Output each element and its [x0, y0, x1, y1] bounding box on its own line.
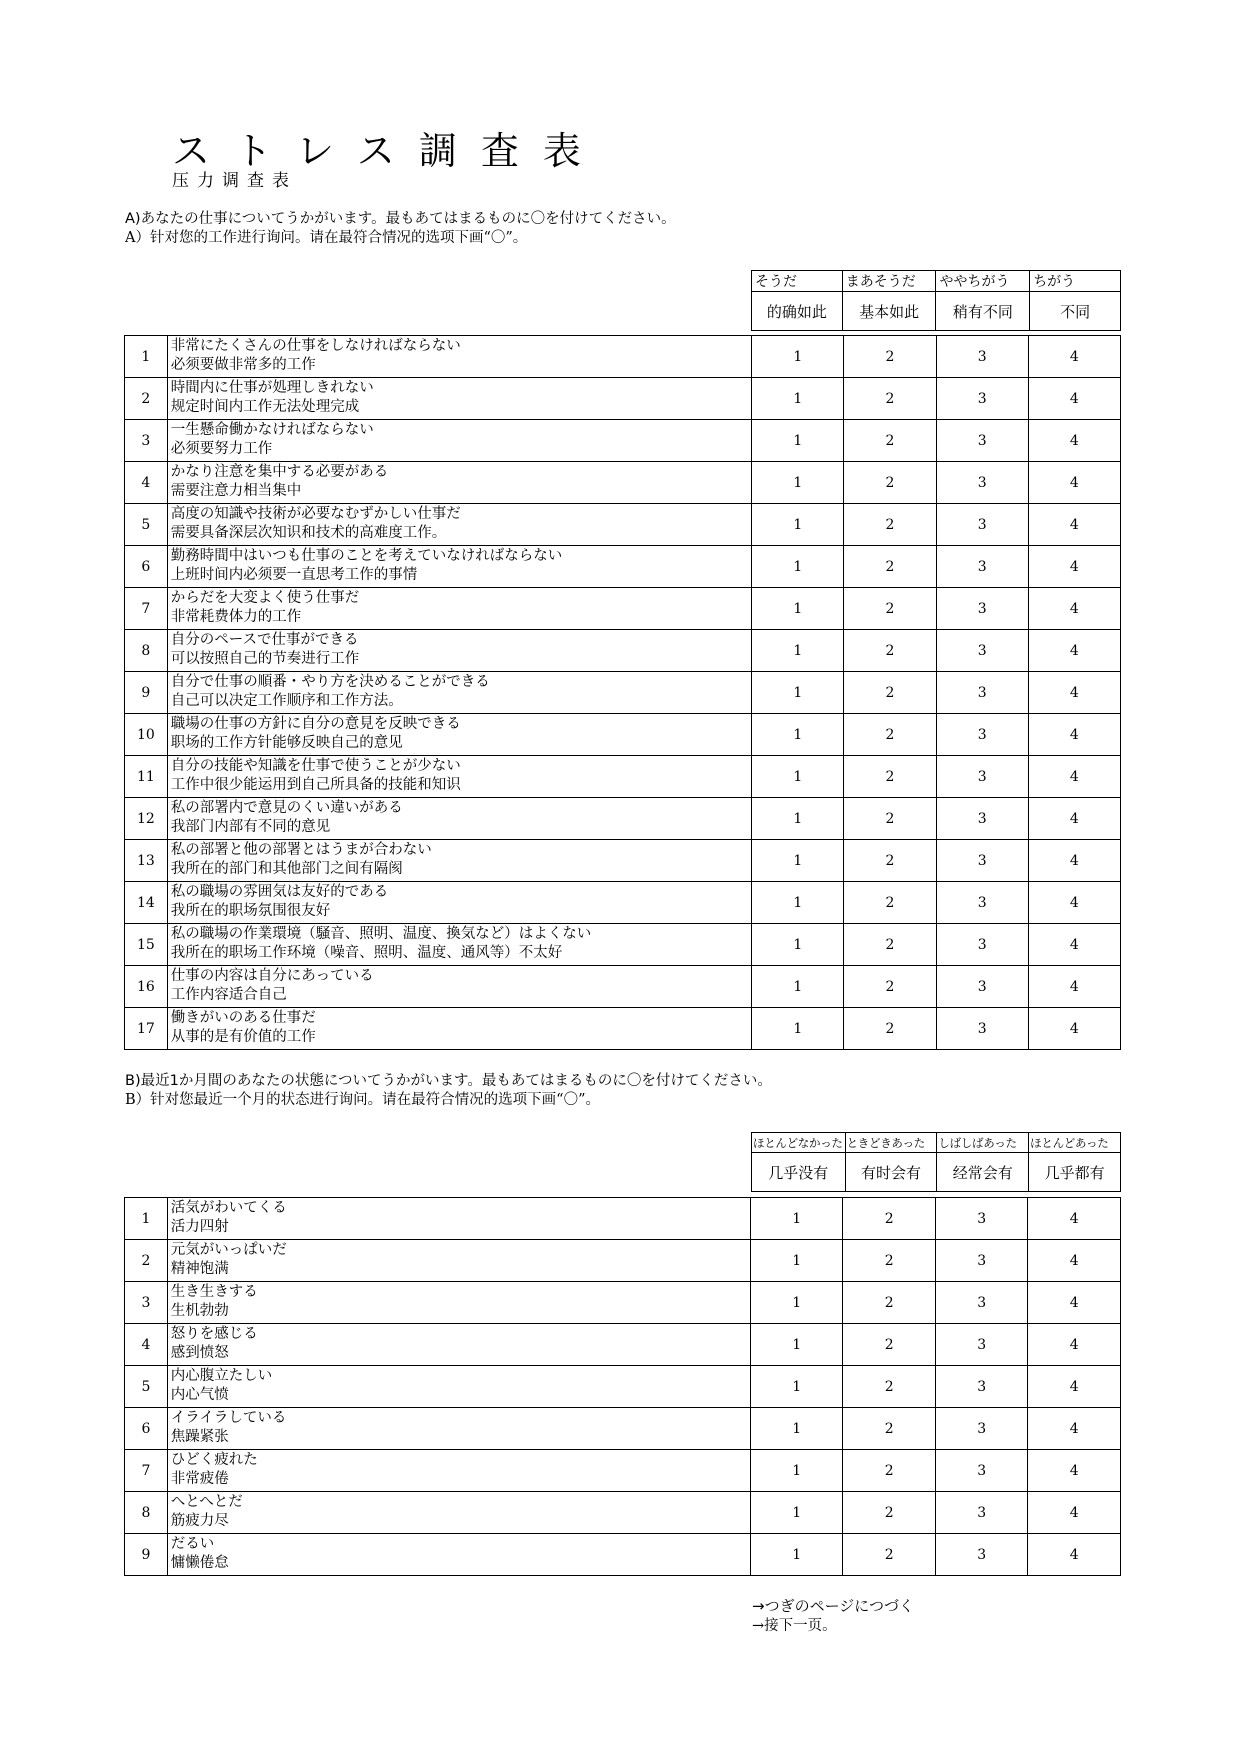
question-text-ja: へとへとだ [170, 1494, 243, 1510]
answer-option-4[interactable]: 4 [1028, 1282, 1121, 1324]
answer-option-2[interactable]: 2 [844, 462, 936, 504]
answer-option-1[interactable]: 1 [750, 1450, 843, 1492]
question-number: 9 [125, 1534, 168, 1576]
question-text-ja: 仕事の内容は自分にあっている [170, 968, 374, 984]
answer-option-2[interactable]: 2 [843, 1408, 936, 1450]
answer-option-4[interactable]: 4 [1028, 714, 1120, 756]
question-text-ja: 怒りを感じる [170, 1326, 258, 1342]
question-text-zh: 从事的是有价值的工作 [170, 1029, 316, 1045]
section-a-header-zh-4: 不同 [1030, 292, 1121, 331]
answer-option-1[interactable]: 1 [752, 966, 844, 1008]
answer-option-3[interactable]: 3 [935, 1324, 1028, 1366]
question-number: 4 [125, 1324, 168, 1366]
answer-option-3[interactable]: 3 [936, 420, 1028, 462]
answer-option-4[interactable]: 4 [1028, 756, 1120, 798]
answer-option-2[interactable]: 2 [843, 1366, 936, 1408]
page-title: ストレス調査表 [172, 129, 605, 173]
question-text-zh: 自己可以决定工作顺序和工作方法。 [170, 693, 403, 709]
question-row [125, 420, 1121, 462]
question-number: 8 [125, 630, 168, 672]
answer-option-2[interactable]: 2 [844, 966, 936, 1008]
question-text-zh: 我所在的部门和其他部门之间有隔阂 [170, 861, 403, 877]
question-text [167, 672, 751, 714]
answer-option-2[interactable]: 2 [843, 1324, 936, 1366]
question-row [125, 1282, 1121, 1324]
answer-option-1[interactable]: 1 [752, 378, 844, 420]
question-text [167, 756, 751, 798]
question-text [167, 1450, 750, 1492]
answer-option-3[interactable]: 3 [936, 798, 1028, 840]
question-text-zh: 焦躁紧张 [170, 1429, 229, 1445]
question-number: 5 [125, 1366, 168, 1408]
question-text-zh: 慵懒倦怠 [170, 1555, 229, 1571]
question-number: 2 [125, 378, 168, 420]
question-text-zh: 上班时间内必须要一直思考工作的事情 [170, 567, 418, 583]
section-a-question-table [124, 335, 1121, 1050]
answer-option-1[interactable]: 1 [750, 1366, 843, 1408]
question-row [125, 588, 1121, 630]
answer-option-1[interactable]: 1 [750, 1282, 843, 1324]
answer-option-1[interactable]: 1 [752, 756, 844, 798]
question-row [125, 1198, 1121, 1240]
question-text-ja: 元気がいっぱいだ [170, 1242, 287, 1258]
answer-option-1[interactable]: 1 [752, 504, 844, 546]
answer-option-3[interactable]: 3 [936, 588, 1028, 630]
question-number: 2 [125, 1240, 168, 1282]
question-number: 7 [125, 588, 168, 630]
question-row [125, 1408, 1121, 1450]
answer-option-4[interactable]: 4 [1028, 1198, 1121, 1240]
question-text-zh: 可以按照自己的节奏进行工作 [170, 651, 360, 667]
answer-option-3[interactable]: 3 [936, 504, 1028, 546]
answer-option-1[interactable]: 1 [752, 924, 844, 966]
question-text-zh: 必须要做非常多的工作 [170, 357, 316, 373]
question-text-zh: 需要具备深层次知识和技术的高难度工作。 [170, 525, 447, 541]
question-text [167, 1534, 750, 1576]
next-page-note-ja: →つぎのページにつづく [752, 1597, 914, 1615]
question-text-ja: 私の部署と他の部署とはうまが合わない [170, 842, 432, 858]
answer-option-4[interactable]: 4 [1028, 672, 1120, 714]
question-text-ja: 自分の技能や知識を仕事で使うことが少ない [170, 758, 461, 774]
answer-option-4[interactable]: 4 [1028, 1492, 1121, 1534]
answer-option-1[interactable]: 1 [752, 798, 844, 840]
question-text-ja: 生き生きする [170, 1284, 258, 1300]
question-text-ja: ひどく疲れた [170, 1452, 258, 1468]
question-row [125, 798, 1121, 840]
answer-option-4[interactable]: 4 [1028, 1534, 1121, 1576]
question-text-zh: 非常耗费体力的工作 [170, 609, 302, 625]
answer-option-4[interactable]: 4 [1028, 630, 1120, 672]
answer-option-3[interactable]: 3 [936, 462, 1028, 504]
question-number: 6 [125, 1408, 168, 1450]
question-row [125, 336, 1121, 378]
question-number: 14 [125, 882, 168, 924]
answer-option-3[interactable]: 3 [936, 924, 1028, 966]
answer-option-4[interactable]: 4 [1028, 588, 1120, 630]
question-row [125, 1008, 1121, 1050]
answer-option-1[interactable]: 1 [752, 420, 844, 462]
section-b-header [751, 1132, 1121, 1192]
section-b-instruction-zh: B）针对您最近一个月的状态进行询问。请在最符合情况的选项下画“〇”。 [125, 1092, 600, 1108]
section-b-header-ja-3: しばしばあった [937, 1133, 1029, 1153]
question-row [125, 966, 1121, 1008]
answer-option-3[interactable]: 3 [935, 1534, 1028, 1576]
answer-option-4[interactable]: 4 [1028, 546, 1120, 588]
question-text [167, 1324, 750, 1366]
question-row [125, 756, 1121, 798]
question-number: 11 [125, 756, 168, 798]
section-a-header-ja-4: ちがう [1030, 271, 1121, 292]
answer-option-1[interactable]: 1 [752, 840, 844, 882]
section-a-header-ja-2: まあそうだ [842, 271, 936, 292]
answer-option-2[interactable]: 2 [844, 1008, 936, 1050]
question-text [167, 924, 751, 966]
answer-option-1[interactable]: 1 [752, 882, 844, 924]
answer-option-2[interactable]: 2 [844, 588, 936, 630]
section-b-header-zh-3: 经常会有 [937, 1153, 1029, 1192]
answer-option-4[interactable]: 4 [1028, 462, 1120, 504]
question-text-ja: 高度の知識や技術が必要なむずかしい仕事だ [170, 506, 461, 522]
answer-option-1[interactable]: 1 [752, 546, 844, 588]
section-a-instruction [125, 210, 676, 248]
question-row [125, 882, 1121, 924]
question-text [167, 1008, 751, 1050]
question-number: 3 [125, 420, 168, 462]
question-text-zh: 我所在的职场工作环境（噪音、照明、温度、通风等）不太好 [170, 945, 563, 961]
question-text [167, 420, 751, 462]
question-row [125, 1492, 1121, 1534]
section-a-instruction-ja: A)あなたの仕事についてうかがいます。最もあてはまるものに〇を付けてください。 [125, 211, 676, 227]
question-number: 13 [125, 840, 168, 882]
answer-option-3[interactable]: 3 [936, 630, 1028, 672]
answer-option-3[interactable]: 3 [936, 336, 1028, 378]
answer-option-3[interactable]: 3 [935, 1282, 1028, 1324]
question-number: 1 [125, 336, 168, 378]
question-number: 15 [125, 924, 168, 966]
question-text [167, 504, 751, 546]
question-text [167, 1198, 750, 1240]
question-row [125, 672, 1121, 714]
answer-option-2[interactable]: 2 [843, 1282, 936, 1324]
answer-option-1[interactable]: 1 [750, 1240, 843, 1282]
page-subtitle: 压力调查表 [172, 171, 297, 191]
question-text-zh: 我所在的职场氛围很友好 [170, 903, 331, 919]
answer-option-2[interactable]: 2 [844, 336, 936, 378]
answer-option-2[interactable]: 2 [844, 756, 936, 798]
question-text-ja: 私の部署内で意見のくい違いがある [170, 800, 403, 816]
question-row [125, 1450, 1121, 1492]
question-text-zh: 必须要努力工作 [170, 441, 273, 457]
answer-option-4[interactable]: 4 [1028, 420, 1120, 462]
question-text-zh: 非常疲倦 [170, 1471, 229, 1487]
question-number: 4 [125, 462, 168, 504]
question-text [167, 630, 751, 672]
question-text-zh: 工作内容适合自己 [170, 987, 287, 1003]
question-text-ja: 活気がわいてくる [170, 1200, 287, 1216]
answer-option-3[interactable]: 3 [935, 1450, 1028, 1492]
question-text [167, 798, 751, 840]
question-text [167, 1408, 750, 1450]
section-b-header-zh-2: 有时会有 [845, 1153, 937, 1192]
answer-option-4[interactable]: 4 [1028, 1366, 1121, 1408]
section-b-header-ja-4: ほとんどあった [1029, 1133, 1121, 1153]
question-row [125, 546, 1121, 588]
question-text [167, 1492, 750, 1534]
question-text-zh: 需要注意力相当集中 [170, 483, 302, 499]
question-text-ja: 一生懸命働かなければならない [170, 422, 374, 438]
question-row [125, 1240, 1121, 1282]
question-text-ja: 勤務時間中はいつも仕事のことを考えていなければならない [170, 548, 563, 564]
answer-option-4[interactable]: 4 [1028, 1450, 1121, 1492]
section-b-header-zh-1: 几乎没有 [752, 1153, 846, 1192]
question-text-ja: だるい [170, 1536, 215, 1552]
answer-option-2[interactable]: 2 [844, 714, 936, 756]
answer-option-4[interactable]: 4 [1028, 1408, 1121, 1450]
question-number: 6 [125, 546, 168, 588]
answer-option-4[interactable]: 4 [1028, 336, 1120, 378]
question-text-zh: 规定时间内工作无法处理完成 [170, 399, 360, 415]
answer-option-4[interactable]: 4 [1028, 504, 1120, 546]
question-text-zh: 工作中很少能运用到自己所具备的技能和知识 [170, 777, 461, 793]
question-text-ja: かなり注意を集中する必要がある [170, 464, 389, 480]
section-a-header-zh-1: 的确如此 [752, 292, 843, 331]
answer-option-4[interactable]: 4 [1028, 798, 1120, 840]
answer-option-3[interactable]: 3 [936, 672, 1028, 714]
answer-option-3[interactable]: 3 [936, 546, 1028, 588]
answer-option-2[interactable]: 2 [843, 1492, 936, 1534]
question-text-ja: 私の職場の作業環境（騒音、照明、温度、換気など）はよくない [170, 926, 592, 942]
answer-option-4[interactable]: 4 [1028, 378, 1120, 420]
question-row [125, 504, 1121, 546]
question-number: 16 [125, 966, 168, 1008]
question-text-zh: 筋疲力尽 [170, 1513, 229, 1529]
question-text-ja: 時間内に仕事が処理しきれない [170, 380, 374, 396]
next-page-note-zh: →接下一页。 [752, 1618, 837, 1634]
answer-option-4[interactable]: 4 [1028, 1240, 1121, 1282]
answer-option-3[interactable]: 3 [936, 1008, 1028, 1050]
question-text [167, 336, 751, 378]
answer-option-4[interactable]: 4 [1028, 1324, 1121, 1366]
question-text-zh: 内心气愤 [170, 1387, 229, 1403]
section-b-header-zh-4: 几乎都有 [1029, 1153, 1121, 1192]
question-text-ja: 職場の仕事の方針に自分の意見を反映できる [170, 716, 461, 732]
answer-option-3[interactable]: 3 [936, 756, 1028, 798]
answer-option-3[interactable]: 3 [936, 714, 1028, 756]
question-number: 3 [125, 1282, 168, 1324]
section-b-header-ja-2: ときどきあった [845, 1133, 937, 1153]
answer-option-2[interactable]: 2 [843, 1240, 936, 1282]
answer-option-3[interactable]: 3 [935, 1240, 1028, 1282]
question-text-ja: 内心腹立たしい [170, 1368, 273, 1384]
question-number: 8 [125, 1492, 168, 1534]
section-a-instruction-zh: A）针对您的工作进行询问。请在最符合情况的选项下画“〇”。 [125, 230, 528, 246]
answer-option-1[interactable]: 1 [750, 1492, 843, 1534]
section-a-header [751, 270, 1121, 331]
answer-option-3[interactable]: 3 [936, 840, 1028, 882]
question-number: 12 [125, 798, 168, 840]
answer-option-2[interactable]: 2 [843, 1534, 936, 1576]
question-number: 7 [125, 1450, 168, 1492]
answer-option-1[interactable]: 1 [752, 588, 844, 630]
section-b-header-ja-1: ほとんどなかった [752, 1133, 846, 1153]
answer-option-4[interactable]: 4 [1028, 1008, 1120, 1050]
answer-option-2[interactable]: 2 [844, 672, 936, 714]
answer-option-2[interactable]: 2 [844, 546, 936, 588]
question-text [167, 378, 751, 420]
answer-option-2[interactable]: 2 [844, 840, 936, 882]
question-row [125, 924, 1121, 966]
answer-option-1[interactable]: 1 [752, 462, 844, 504]
question-text [167, 714, 751, 756]
question-text-ja: 自分で仕事の順番・やり方を決めることができる [170, 674, 490, 690]
question-text-zh: 生机勃勃 [170, 1303, 229, 1319]
question-number: 5 [125, 504, 168, 546]
question-text-ja: 私の職場の雰囲気は友好的である [170, 884, 389, 900]
question-number: 1 [125, 1198, 168, 1240]
question-text-ja: 自分のペースで仕事ができる [170, 632, 359, 648]
question-text-zh: 精神饱满 [170, 1261, 229, 1277]
question-text [167, 546, 751, 588]
answer-option-2[interactable]: 2 [843, 1198, 936, 1240]
question-row [125, 462, 1121, 504]
answer-option-2[interactable]: 2 [844, 798, 936, 840]
answer-option-2[interactable]: 2 [844, 420, 936, 462]
answer-option-1[interactable]: 1 [750, 1408, 843, 1450]
question-text [167, 462, 751, 504]
question-row [125, 1366, 1121, 1408]
question-row [125, 1324, 1121, 1366]
question-text [167, 1366, 750, 1408]
answer-option-2[interactable]: 2 [844, 378, 936, 420]
question-text [167, 966, 751, 1008]
question-row [125, 714, 1121, 756]
answer-option-1[interactable]: 1 [752, 672, 844, 714]
answer-option-2[interactable]: 2 [844, 630, 936, 672]
answer-option-3[interactable]: 3 [936, 966, 1028, 1008]
question-text-ja: 働きがいのある仕事だ [170, 1010, 316, 1026]
answer-option-3[interactable]: 3 [936, 882, 1028, 924]
answer-option-3[interactable]: 3 [935, 1366, 1028, 1408]
question-number: 17 [125, 1008, 168, 1050]
section-b-instruction [125, 1072, 772, 1110]
answer-option-1[interactable]: 1 [750, 1534, 843, 1576]
section-b-instruction-ja: B)最近1か月間のあなたの状態についてうかがいます。最もあてはまるものに〇を付けてください。 [125, 1073, 772, 1089]
answer-option-1[interactable]: 1 [752, 714, 844, 756]
answer-option-3[interactable]: 3 [935, 1408, 1028, 1450]
question-text-ja: 非常にたくさんの仕事をしなければならない [170, 338, 461, 354]
section-a-header-ja-3: ややちがう [936, 271, 1030, 292]
answer-option-4[interactable]: 4 [1028, 840, 1120, 882]
answer-option-2[interactable]: 2 [844, 924, 936, 966]
answer-option-2[interactable]: 2 [843, 1450, 936, 1492]
section-a-header-zh-2: 基本如此 [842, 292, 936, 331]
page-footer [752, 1596, 914, 1636]
answer-option-2[interactable]: 2 [844, 504, 936, 546]
question-text [167, 840, 751, 882]
answer-option-3[interactable]: 3 [936, 378, 1028, 420]
question-row [125, 1534, 1121, 1576]
question-number: 10 [125, 714, 168, 756]
question-row [125, 378, 1121, 420]
question-text-ja: からだを大変よく使う仕事だ [170, 590, 360, 606]
question-text [167, 1282, 750, 1324]
question-text-ja: イライラしている [170, 1410, 287, 1426]
question-number: 9 [125, 672, 168, 714]
question-text [167, 882, 751, 924]
answer-option-1[interactable]: 1 [750, 1198, 843, 1240]
question-text-zh: 活力四射 [170, 1219, 229, 1235]
answer-option-3[interactable]: 3 [935, 1492, 1028, 1534]
answer-option-1[interactable]: 1 [752, 630, 844, 672]
section-a-header-ja-1: そうだ [752, 271, 843, 292]
question-text [167, 588, 751, 630]
answer-option-4[interactable]: 4 [1028, 924, 1120, 966]
answer-option-4[interactable]: 4 [1028, 966, 1120, 1008]
answer-option-4[interactable]: 4 [1028, 882, 1120, 924]
answer-option-1[interactable]: 1 [750, 1324, 843, 1366]
question-text-zh: 我部门内部有不同的意见 [170, 819, 331, 835]
section-a-header-zh-3: 稍有不同 [936, 292, 1030, 331]
question-row [125, 630, 1121, 672]
answer-option-3[interactable]: 3 [935, 1198, 1028, 1240]
question-text [167, 1240, 750, 1282]
section-b-question-table [124, 1197, 1121, 1576]
answer-option-2[interactable]: 2 [844, 882, 936, 924]
answer-option-1[interactable]: 1 [752, 1008, 844, 1050]
question-text-zh: 职场的工作方针能够反映自己的意见 [170, 735, 403, 751]
question-row [125, 840, 1121, 882]
question-text-zh: 感到愤怒 [170, 1345, 229, 1361]
answer-option-1[interactable]: 1 [752, 336, 844, 378]
